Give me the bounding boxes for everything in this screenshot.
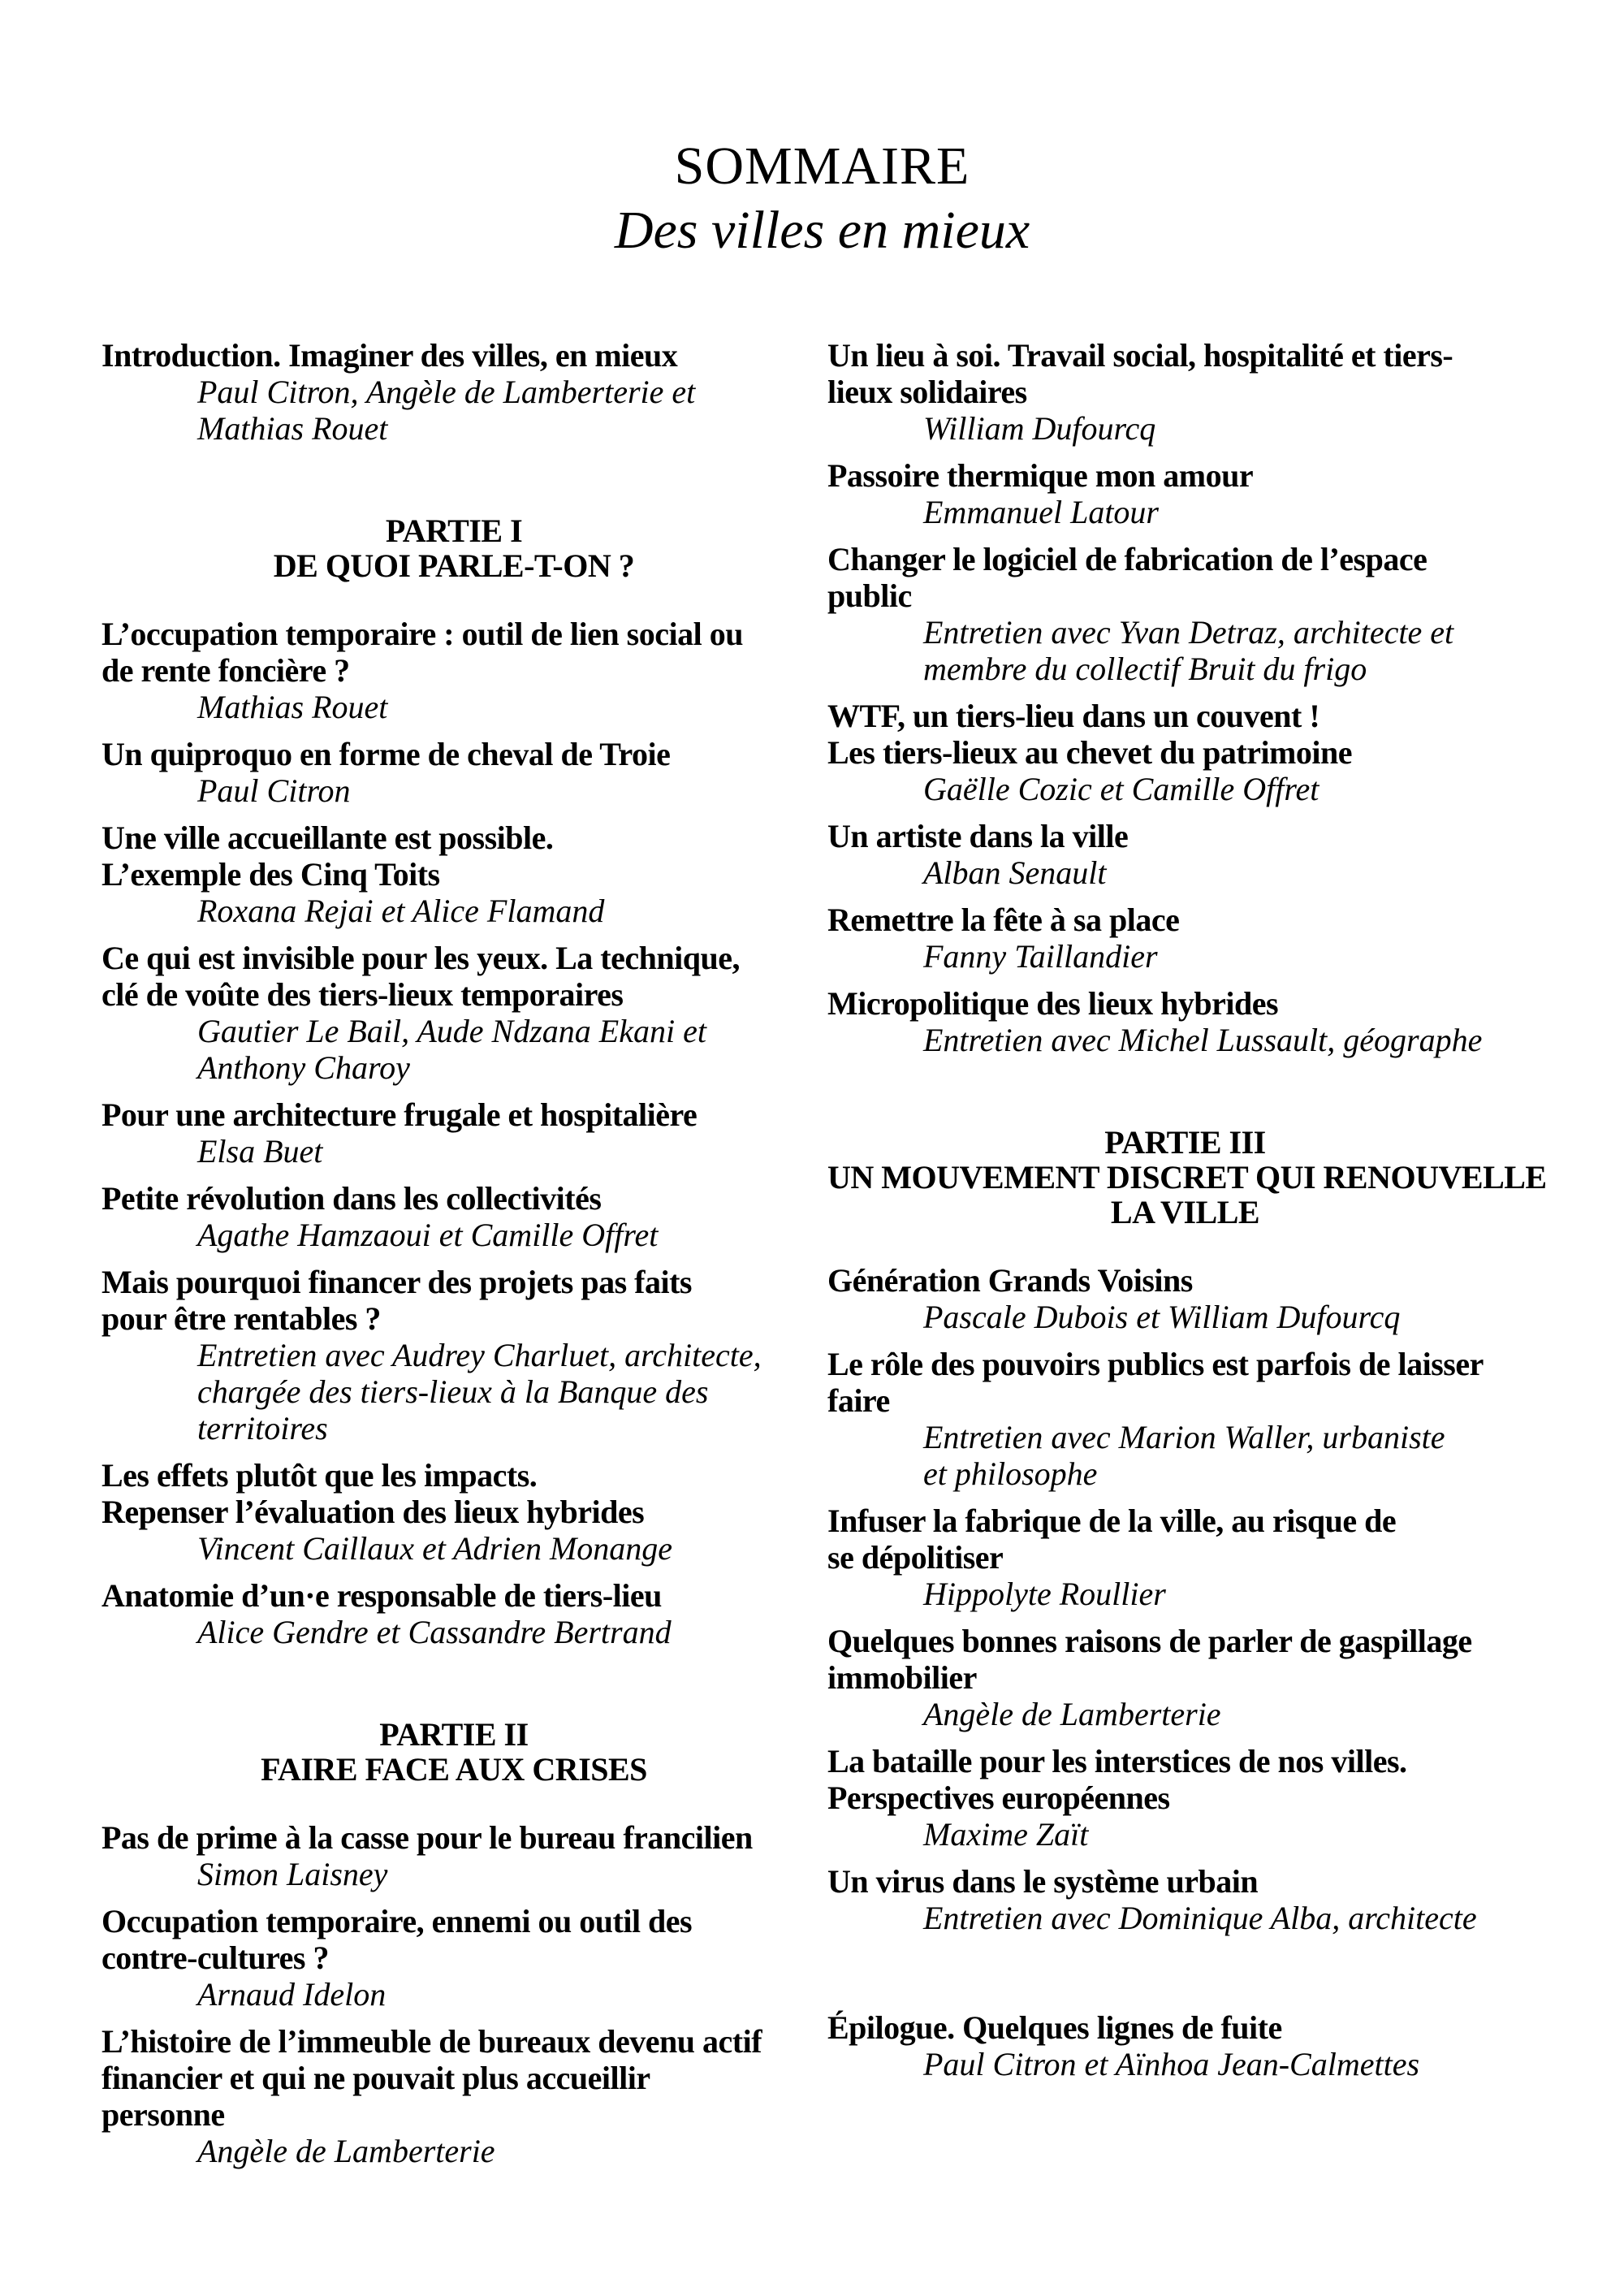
entry-title-line: WTF, un tiers-lieu dans un couvent ! [827,698,1320,734]
toc-entry [827,1346,1543,1492]
entry-author-line: Entretien avec Michel Lussault, géographe [923,1022,1483,1058]
entry-title-line: Micropolitique des lieux hybrides [827,985,1279,1022]
entry-author-line: Pascale Dubois et William Dufourcq [923,1299,1401,1335]
toc-entry [102,1457,806,1567]
toc-entry [827,2009,1543,2082]
toc-entry [102,337,806,447]
toc-entry [102,1903,806,2013]
toc-entry [827,1623,1543,1732]
entry-title-line: Génération Grands Voisins [827,1262,1193,1299]
part-heading-line: UN MOUVEMENT DISCRET QUI RENOUVELLE [827,1159,1547,1196]
entry-title-line: Pour une architecture frugale et hospitalière [102,1096,698,1133]
entry-title-line: Les tiers-lieux au chevet du patrimoine [827,734,1352,771]
entry-title-line: pour être rentables ? [102,1300,381,1337]
toc-entry [102,1819,806,1892]
entry-title-line: Une ville accueillante est possible. [102,819,554,856]
entry-title-line: public [827,577,912,614]
toc-columns [102,337,1547,2169]
entry-author-line: Mathias Rouet [197,410,388,447]
entry-title-line: Mais pourquoi financer des projets pas faits [102,1264,692,1300]
toc-entry [827,541,1543,687]
toc-entry [102,2023,806,2169]
entry-author-line: Paul Citron [197,772,351,809]
entry-author-line: Roxana Rejai et Alice Flamand [197,893,605,929]
entry-title-line: Introduction. Imaginer des villes, en mieux [102,337,678,374]
toc-entry [102,1264,806,1446]
part-heading-line: FAIRE FACE AUX CRISES [261,1751,647,1788]
toc-entry [827,457,1543,530]
entry-title-line: Infuser la fabrique de la ville, au risque de [827,1503,1397,1539]
toc-left-column [102,337,806,2169]
entry-author-line: Hippolyte Roullier [923,1576,1166,1612]
toc-entry [102,940,806,1086]
entry-author-line: Gautier Le Bail, Aude Ndzana Ekani et [197,1013,706,1049]
part-heading-line: PARTIE III [1104,1124,1266,1161]
part-heading [827,1124,1547,1230]
toc-entry [827,1743,1543,1853]
entry-author-line: membre du collectif Bruit du frigo [923,651,1367,687]
toc-entry [827,818,1543,891]
entry-title-line: Occupation temporaire, ennemi ou outil des [102,1903,693,1939]
entry-title-line: L’occupation temporaire : outil de lien social ou [102,616,743,652]
entry-title-line: Changer le logiciel de fabrication de l’espace [827,541,1427,577]
entry-author-line: Anthony Charoy [197,1049,410,1086]
entry-author-line: Vincent Caillaux et Adrien Monange [197,1530,673,1567]
entry-author-line: Paul Citron et Aïnhoa Jean-Calmettes [923,2046,1420,2082]
entry-author-line: et philosophe [923,1455,1098,1492]
entry-title-line: Ce qui est invisible pour les yeux. La technique, [102,940,740,976]
entry-title-line: Pas de prime à la casse pour le bureau francilien [102,1819,753,1856]
entry-author-line: William Dufourcq [923,410,1156,447]
entry-author-line: Agathe Hamzaoui et Camille Offret [197,1217,659,1253]
page-subtitle: Des villes en mieux [614,201,1030,260]
entry-author-line: Entretien avec Marion Waller, urbaniste [923,1419,1445,1455]
part-heading-line: PARTIE I [385,512,523,549]
entry-title-line: Un quiproquo en forme de cheval de Troie [102,736,671,772]
entry-title-line: personne [102,2096,225,2133]
entry-title-line: Épilogue. Quelques lignes de fuite [827,2009,1282,2046]
part-heading [102,1717,806,1787]
entry-title-line: immobilier [827,1659,977,1696]
toc-entry [827,1863,1543,1936]
entry-author-line: Arnaud Idelon [197,1976,387,2013]
entry-author-line: Elsa Buet [197,1133,323,1170]
entry-author-line: Maxime Zaït [923,1816,1089,1853]
entry-author-line: Emmanuel Latour [923,494,1159,530]
entry-title-line: financier et qui ne pouvait plus accueillir [102,2060,650,2096]
entry-author-line: Simon Laisney [197,1856,388,1892]
entry-title-line: Le rôle des pouvoirs publics est parfois de laisser [827,1346,1484,1382]
entry-title-line: Un artiste dans la ville [827,818,1129,854]
entry-author-line: Entretien avec Dominique Alba, architecte [923,1900,1477,1936]
entry-author-line: chargée des tiers-lieux à la Banque des [197,1373,709,1410]
page-title: SOMMAIRE [674,136,970,196]
entry-title-line: faire [827,1382,890,1419]
entry-title-line: Petite révolution dans les collectivités [102,1180,602,1217]
toc-entry [102,819,806,929]
toc-entry [102,1180,806,1253]
toc-entry [827,698,1543,807]
entry-title-line: Un virus dans le système urbain [827,1863,1259,1900]
toc-entry [827,985,1543,1058]
entry-title-line: Repenser l’évaluation des lieux hybrides [102,1494,645,1530]
toc-entry [827,337,1543,447]
entry-author-line: Paul Citron, Angèle de Lamberterie et [197,374,696,410]
toc-entry [102,1577,806,1650]
entry-title-line: Passoire thermique mon amour [827,457,1254,494]
entry-author-line: Angèle de Lamberterie [923,1696,1221,1732]
entry-title-line: clé de voûte des tiers-lieux temporaires [102,976,624,1013]
toc-entry [102,736,806,809]
toc-entry [827,902,1543,975]
part-heading [102,513,806,583]
part-heading-line: DE QUOI PARLE-T-ON ? [273,547,635,584]
part-heading-line: LA VILLE [1110,1194,1260,1230]
entry-author-line: Entretien avec Yvan Detraz, architecte et [923,614,1454,651]
entry-title-line: Anatomie d’un·e responsable de tiers-lieu [102,1577,662,1614]
part-heading-line: PARTIE II [379,1716,529,1753]
entry-title-line: se dépolitiser [827,1539,1004,1576]
entry-title-line: Un lieu à soi. Travail social, hospitalité et tiers- [827,337,1453,374]
entry-title-line: lieux solidaires [827,374,1027,410]
entry-author-line: Fanny Taillandier [923,938,1158,975]
entry-title-line: Quelques bonnes raisons de parler de gaspillage [827,1623,1472,1659]
entry-title-line: Perspectives européennes [827,1779,1170,1816]
entry-author-line: Mathias Rouet [197,689,388,725]
toc-entry [827,1503,1543,1612]
entry-author-line: Angèle de Lamberterie [197,2133,495,2169]
entry-author-line: Entretien avec Audrey Charluet, architecte, [197,1337,762,1373]
entry-title-line: Remettre la fête à sa place [827,902,1180,938]
entry-title-line: de rente foncière ? [102,652,350,689]
entry-title-line: L’histoire de l’immeuble de bureaux devenu actif [102,2023,762,2060]
entry-author-line: territoires [197,1410,328,1446]
entry-title-line: La bataille pour les interstices de nos villes. [827,1743,1407,1779]
entry-title-line: Les effets plutôt que les impacts. [102,1457,538,1494]
entry-author-line: Gaëlle Cozic et Camille Offret [923,771,1320,807]
entry-author-line: Alice Gendre et Cassandre Bertrand [197,1614,672,1650]
toc-entry [827,1262,1543,1335]
entry-title-line: contre-cultures ? [102,1939,329,1976]
toc-entry [102,1096,806,1170]
toc-entry [102,616,806,725]
entry-author-line: Alban Senault [923,854,1107,891]
entry-title-line: L’exemple des Cinq Toits [102,856,440,893]
toc-right-column [827,337,1547,2082]
